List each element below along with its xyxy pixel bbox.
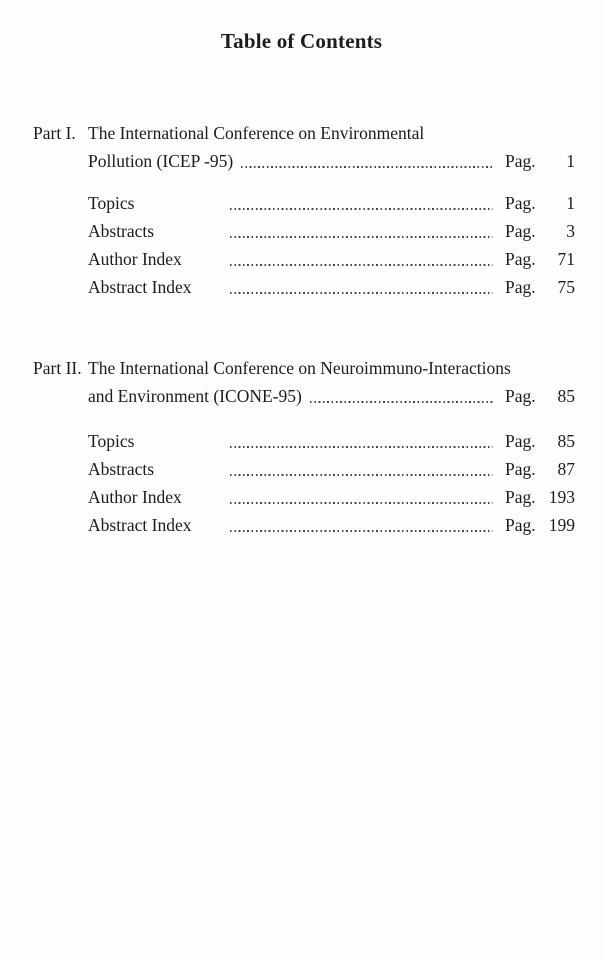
entry-label: Author Index — [88, 249, 182, 269]
page-title: Table of Contents — [220, 29, 383, 53]
part-heading-line1 — [33, 354, 575, 382]
part-heading-line1 — [33, 119, 575, 147]
dot-leader — [230, 530, 493, 532]
page-number: 1 — [566, 193, 575, 213]
dot-leader — [230, 208, 493, 210]
dot-leader — [230, 264, 493, 266]
dot-leader — [230, 292, 493, 294]
pag-label: Pag. — [505, 431, 536, 451]
page-number: 1 — [566, 151, 575, 171]
pag-label: Pag. — [505, 277, 536, 297]
page-number: 75 — [557, 277, 575, 297]
part-title-line2: Pollution (ICEP -95) — [88, 151, 234, 171]
part-number-label: Part II. — [33, 358, 82, 378]
toc-entry-abstract-index — [88, 511, 575, 539]
dot-leader — [310, 401, 493, 403]
part-heading-line2 — [88, 382, 575, 410]
part-number-label: Part I. — [33, 123, 76, 143]
dot-leader — [230, 502, 493, 504]
part-ii-entries — [0, 427, 603, 539]
toc-entry-author-index — [88, 483, 575, 511]
part-heading-line2 — [88, 147, 575, 175]
part-i-entries — [0, 189, 603, 301]
page-number: 85 — [557, 431, 575, 451]
page-number: 199 — [548, 515, 575, 535]
toc-part-ii — [0, 354, 603, 539]
part-title-line1: The International Conference on Neuroimmuno-Interactions — [88, 358, 511, 378]
page-number: 71 — [557, 249, 575, 269]
dot-leader — [230, 446, 493, 448]
entry-label: Abstracts — [88, 221, 155, 241]
pag-label: Pag. — [505, 487, 536, 507]
part-title-line2: and Environment (ICONE-95) — [88, 386, 302, 406]
dot-leader — [230, 236, 493, 238]
entry-label: Author Index — [88, 487, 182, 507]
page-number: 193 — [548, 487, 575, 507]
toc-entry-topics — [88, 427, 575, 455]
pag-label: Pag. — [505, 151, 536, 171]
entry-label: Abstract Index — [88, 515, 192, 535]
toc-entry-abstract-index — [88, 273, 575, 301]
pag-label: Pag. — [505, 386, 536, 406]
toc-entry-topics — [88, 189, 575, 217]
toc-entry-abstracts — [88, 455, 575, 483]
part-title-line1: The International Conference on Environmental — [88, 123, 425, 143]
entry-label: Abstract Index — [88, 277, 192, 297]
entry-label: Topics — [88, 431, 135, 451]
pag-label: Pag. — [505, 459, 536, 479]
pag-label: Pag. — [505, 515, 536, 535]
toc-part-i — [0, 119, 603, 301]
page-number: 85 — [557, 386, 575, 406]
page-number: 87 — [557, 459, 575, 479]
toc-entry-author-index — [88, 245, 575, 273]
entry-label: Topics — [88, 193, 135, 213]
entry-label: Abstracts — [88, 459, 155, 479]
pag-label: Pag. — [505, 221, 536, 241]
dot-leader — [230, 474, 493, 476]
pag-label: Pag. — [505, 249, 536, 269]
page-number: 3 — [566, 221, 575, 241]
toc-entry-abstracts — [88, 217, 575, 245]
pag-label: Pag. — [505, 193, 536, 213]
dot-leader — [241, 166, 493, 168]
